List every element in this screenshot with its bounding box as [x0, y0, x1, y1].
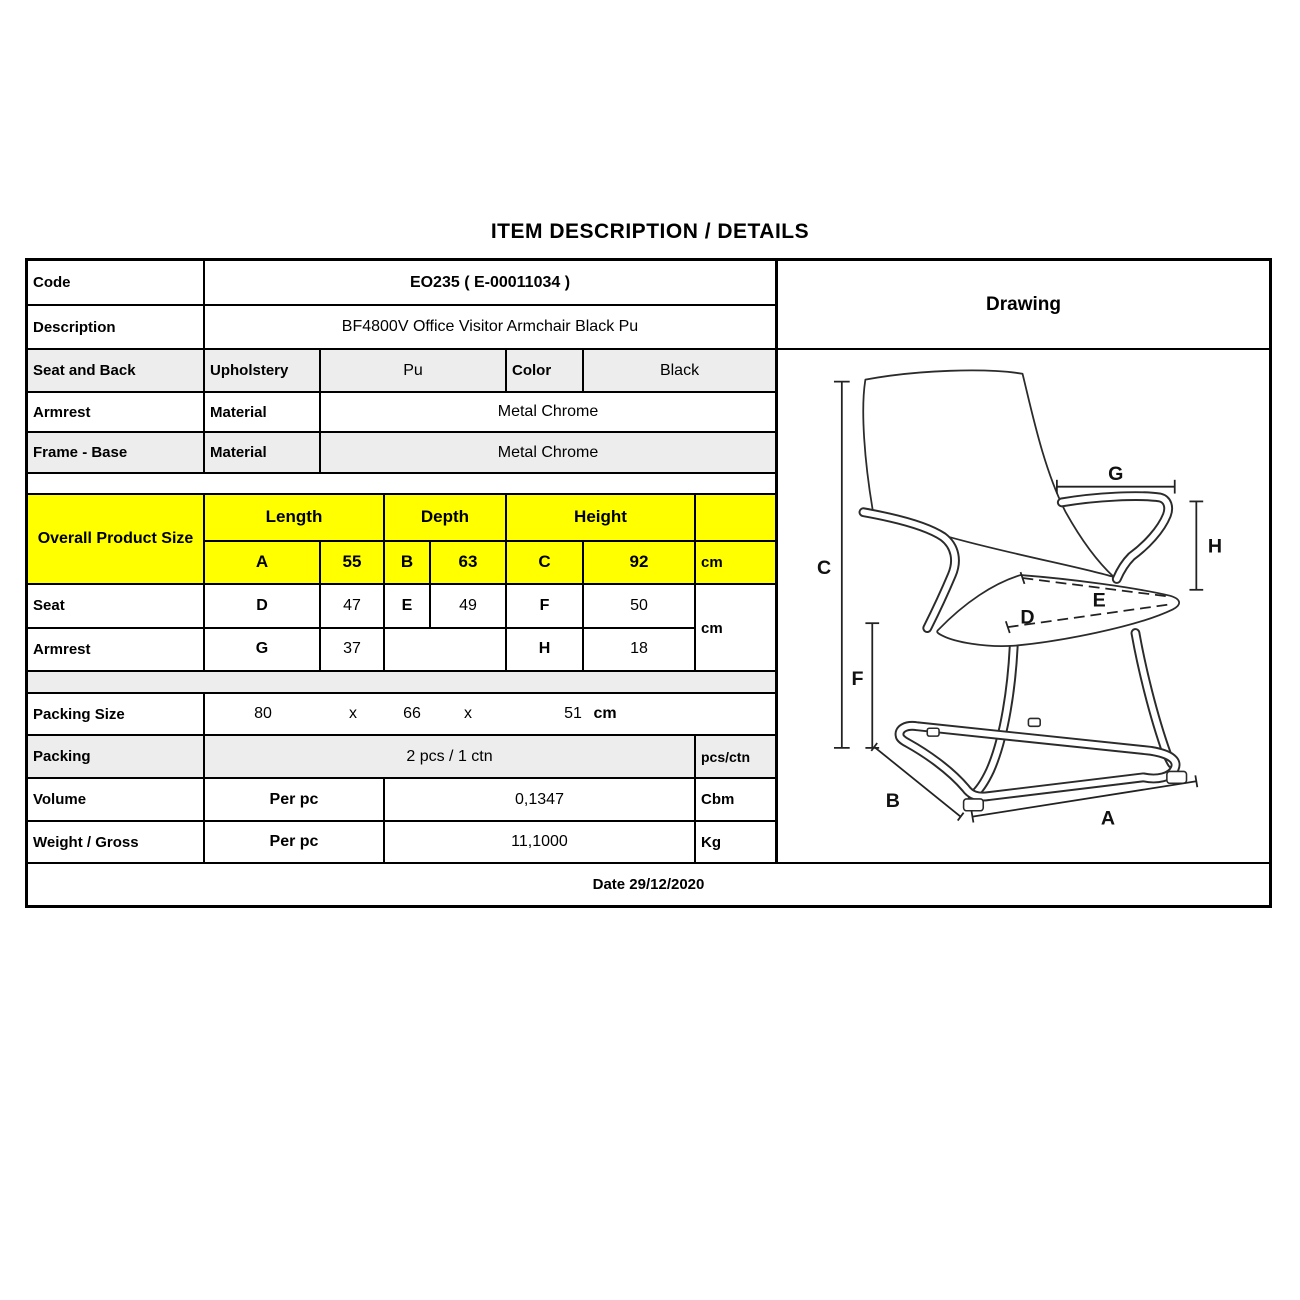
- seat-f-value: 50: [582, 585, 694, 627]
- overall-unit: cm: [694, 542, 775, 583]
- volume-row: [28, 777, 775, 820]
- overall-size-label: Overall Product Size: [37, 530, 194, 547]
- overall-size-block: [28, 493, 775, 583]
- volume-unit: Cbm: [694, 779, 775, 820]
- volume-value: 0,1347: [383, 779, 694, 820]
- height-header: Height: [505, 495, 694, 540]
- description-row: [28, 304, 775, 348]
- overall-a-key: A: [203, 542, 319, 583]
- packing-size-height: 51: [564, 705, 582, 722]
- armrest-g-value: 37: [319, 629, 383, 670]
- length-header: Length: [203, 495, 383, 540]
- armrest-dims-row: [28, 627, 694, 670]
- spec-table: [25, 258, 1272, 908]
- chair-caster-right: [1167, 771, 1187, 783]
- overall-c-key: C: [505, 542, 582, 583]
- description-value: BF4800V Office Visitor Armchair Black Pu: [203, 306, 775, 348]
- frame-material-value: Metal Chrome: [319, 433, 775, 472]
- drawing-header: Drawing: [778, 261, 1269, 350]
- dim-label-e: E: [1092, 589, 1106, 612]
- drawing-cell: [775, 261, 1269, 862]
- code-row: [28, 261, 775, 304]
- armrest-g-key: G: [203, 629, 319, 670]
- packing-label: Packing: [33, 748, 91, 765]
- date-text: Date 29/12/2020: [592, 876, 705, 893]
- seat-dims-row: [28, 585, 694, 627]
- packing-size-unit: cm: [593, 705, 617, 722]
- color-value: Black: [582, 350, 775, 391]
- chair-glide-left: [927, 728, 939, 736]
- size-header-empty: [694, 495, 775, 540]
- dim-label-g: G: [1108, 462, 1124, 485]
- dim-label-a: A: [1100, 807, 1116, 830]
- frame-base-label: Frame - Base: [33, 444, 128, 461]
- chair-front-leg: [972, 647, 1013, 796]
- page-title: ITEM DESCRIPTION / DETAILS: [490, 220, 810, 243]
- chair-caster-front: [964, 799, 984, 811]
- seat-armrest-unit: cm: [694, 585, 775, 672]
- dimension-line-g: [1057, 463, 1175, 494]
- dimension-line-c: [817, 382, 850, 748]
- packing-size-x1: x: [349, 705, 357, 722]
- dim-label-b: B: [885, 789, 900, 812]
- volume-label: Volume: [33, 791, 87, 808]
- chair-backrest: [863, 370, 1114, 577]
- upholstery-value: Pu: [319, 350, 505, 391]
- chair-rear-leg: [1135, 633, 1171, 764]
- dim-label-c: C: [817, 557, 832, 580]
- color-label: Color: [505, 350, 582, 391]
- size-dim-header-row: [203, 495, 775, 540]
- code-value: EO235 ( E-00011034 ): [203, 261, 775, 304]
- dimension-line-f: [852, 623, 880, 748]
- seat-d-key: D: [203, 585, 319, 627]
- armrest-material-value: Metal Chrome: [319, 393, 775, 431]
- spec-table-body: [28, 261, 1269, 862]
- seat-armrest-rows: [28, 585, 694, 670]
- seat-back-label: Seat and Back: [33, 362, 136, 379]
- frame-base-row: [28, 431, 775, 472]
- packing-size-row: [28, 692, 775, 734]
- weight-per-pc: Per pc: [203, 822, 383, 862]
- dimension-line-h: [1189, 501, 1222, 589]
- depth-header: Depth: [383, 495, 505, 540]
- weight-row: [28, 820, 775, 862]
- volume-per-pc: Per pc: [203, 779, 383, 820]
- armrest-material-row: [28, 391, 775, 431]
- weight-label: Weight / Gross: [33, 833, 139, 851]
- overall-b-value: 63: [429, 542, 505, 583]
- dimension-line-b: [871, 743, 963, 821]
- overall-values-row: [203, 540, 775, 583]
- dim-label-d: D: [1020, 606, 1035, 629]
- seat-d-value: 47: [319, 585, 383, 627]
- seat-e-value: 49: [429, 585, 505, 627]
- packing-size-label: Packing Size: [33, 705, 125, 723]
- drawing-area: [778, 350, 1269, 862]
- chair-glide-rear: [1028, 718, 1040, 726]
- overall-c-value: 92: [582, 542, 694, 583]
- packing-value: 2 pcs / 1 ctn: [203, 736, 694, 777]
- weight-value: 11,1000: [383, 822, 694, 862]
- frame-material-label: Material: [203, 433, 319, 472]
- overall-a-value: 55: [319, 542, 383, 583]
- seat-f-key: F: [505, 585, 582, 627]
- armrest-dims-label: Armrest: [33, 640, 91, 658]
- upholstery-label: Upholstery: [203, 350, 319, 391]
- packing-row: [28, 734, 775, 777]
- armrest-label: Armrest: [33, 403, 91, 421]
- packing-size-width: 66: [403, 705, 421, 722]
- date-row: [28, 862, 1269, 905]
- packing-size-x2: x: [464, 705, 472, 722]
- seat-back-row: [28, 348, 775, 391]
- chair-seat: [937, 575, 1179, 646]
- armrest-h-key: H: [505, 629, 582, 670]
- spacer-row-2: [28, 670, 775, 692]
- armrest-empty-cell: [383, 629, 505, 670]
- size-header-cols: [203, 495, 775, 583]
- spec-table-left: [28, 261, 775, 862]
- chair-line-drawing: [778, 350, 1269, 862]
- code-label: Code: [33, 274, 71, 291]
- seat-label: Seat: [33, 597, 65, 615]
- dim-label-f: F: [851, 668, 864, 691]
- overall-b-key: B: [383, 542, 429, 583]
- description-label: Description: [33, 318, 116, 336]
- armrest-h-value: 18: [582, 629, 694, 670]
- weight-unit: Kg: [694, 822, 775, 862]
- spacer-row: [28, 472, 775, 493]
- chair-sled-base: [899, 718, 1186, 810]
- seat-e-key: E: [383, 585, 429, 627]
- packing-unit: pcs/ctn: [694, 736, 775, 777]
- seat-armrest-block: [28, 583, 775, 670]
- armrest-material-label: Material: [203, 393, 319, 431]
- packing-size-value: [203, 694, 775, 734]
- packing-size-length: 80: [254, 705, 272, 722]
- dim-label-h: H: [1207, 535, 1223, 558]
